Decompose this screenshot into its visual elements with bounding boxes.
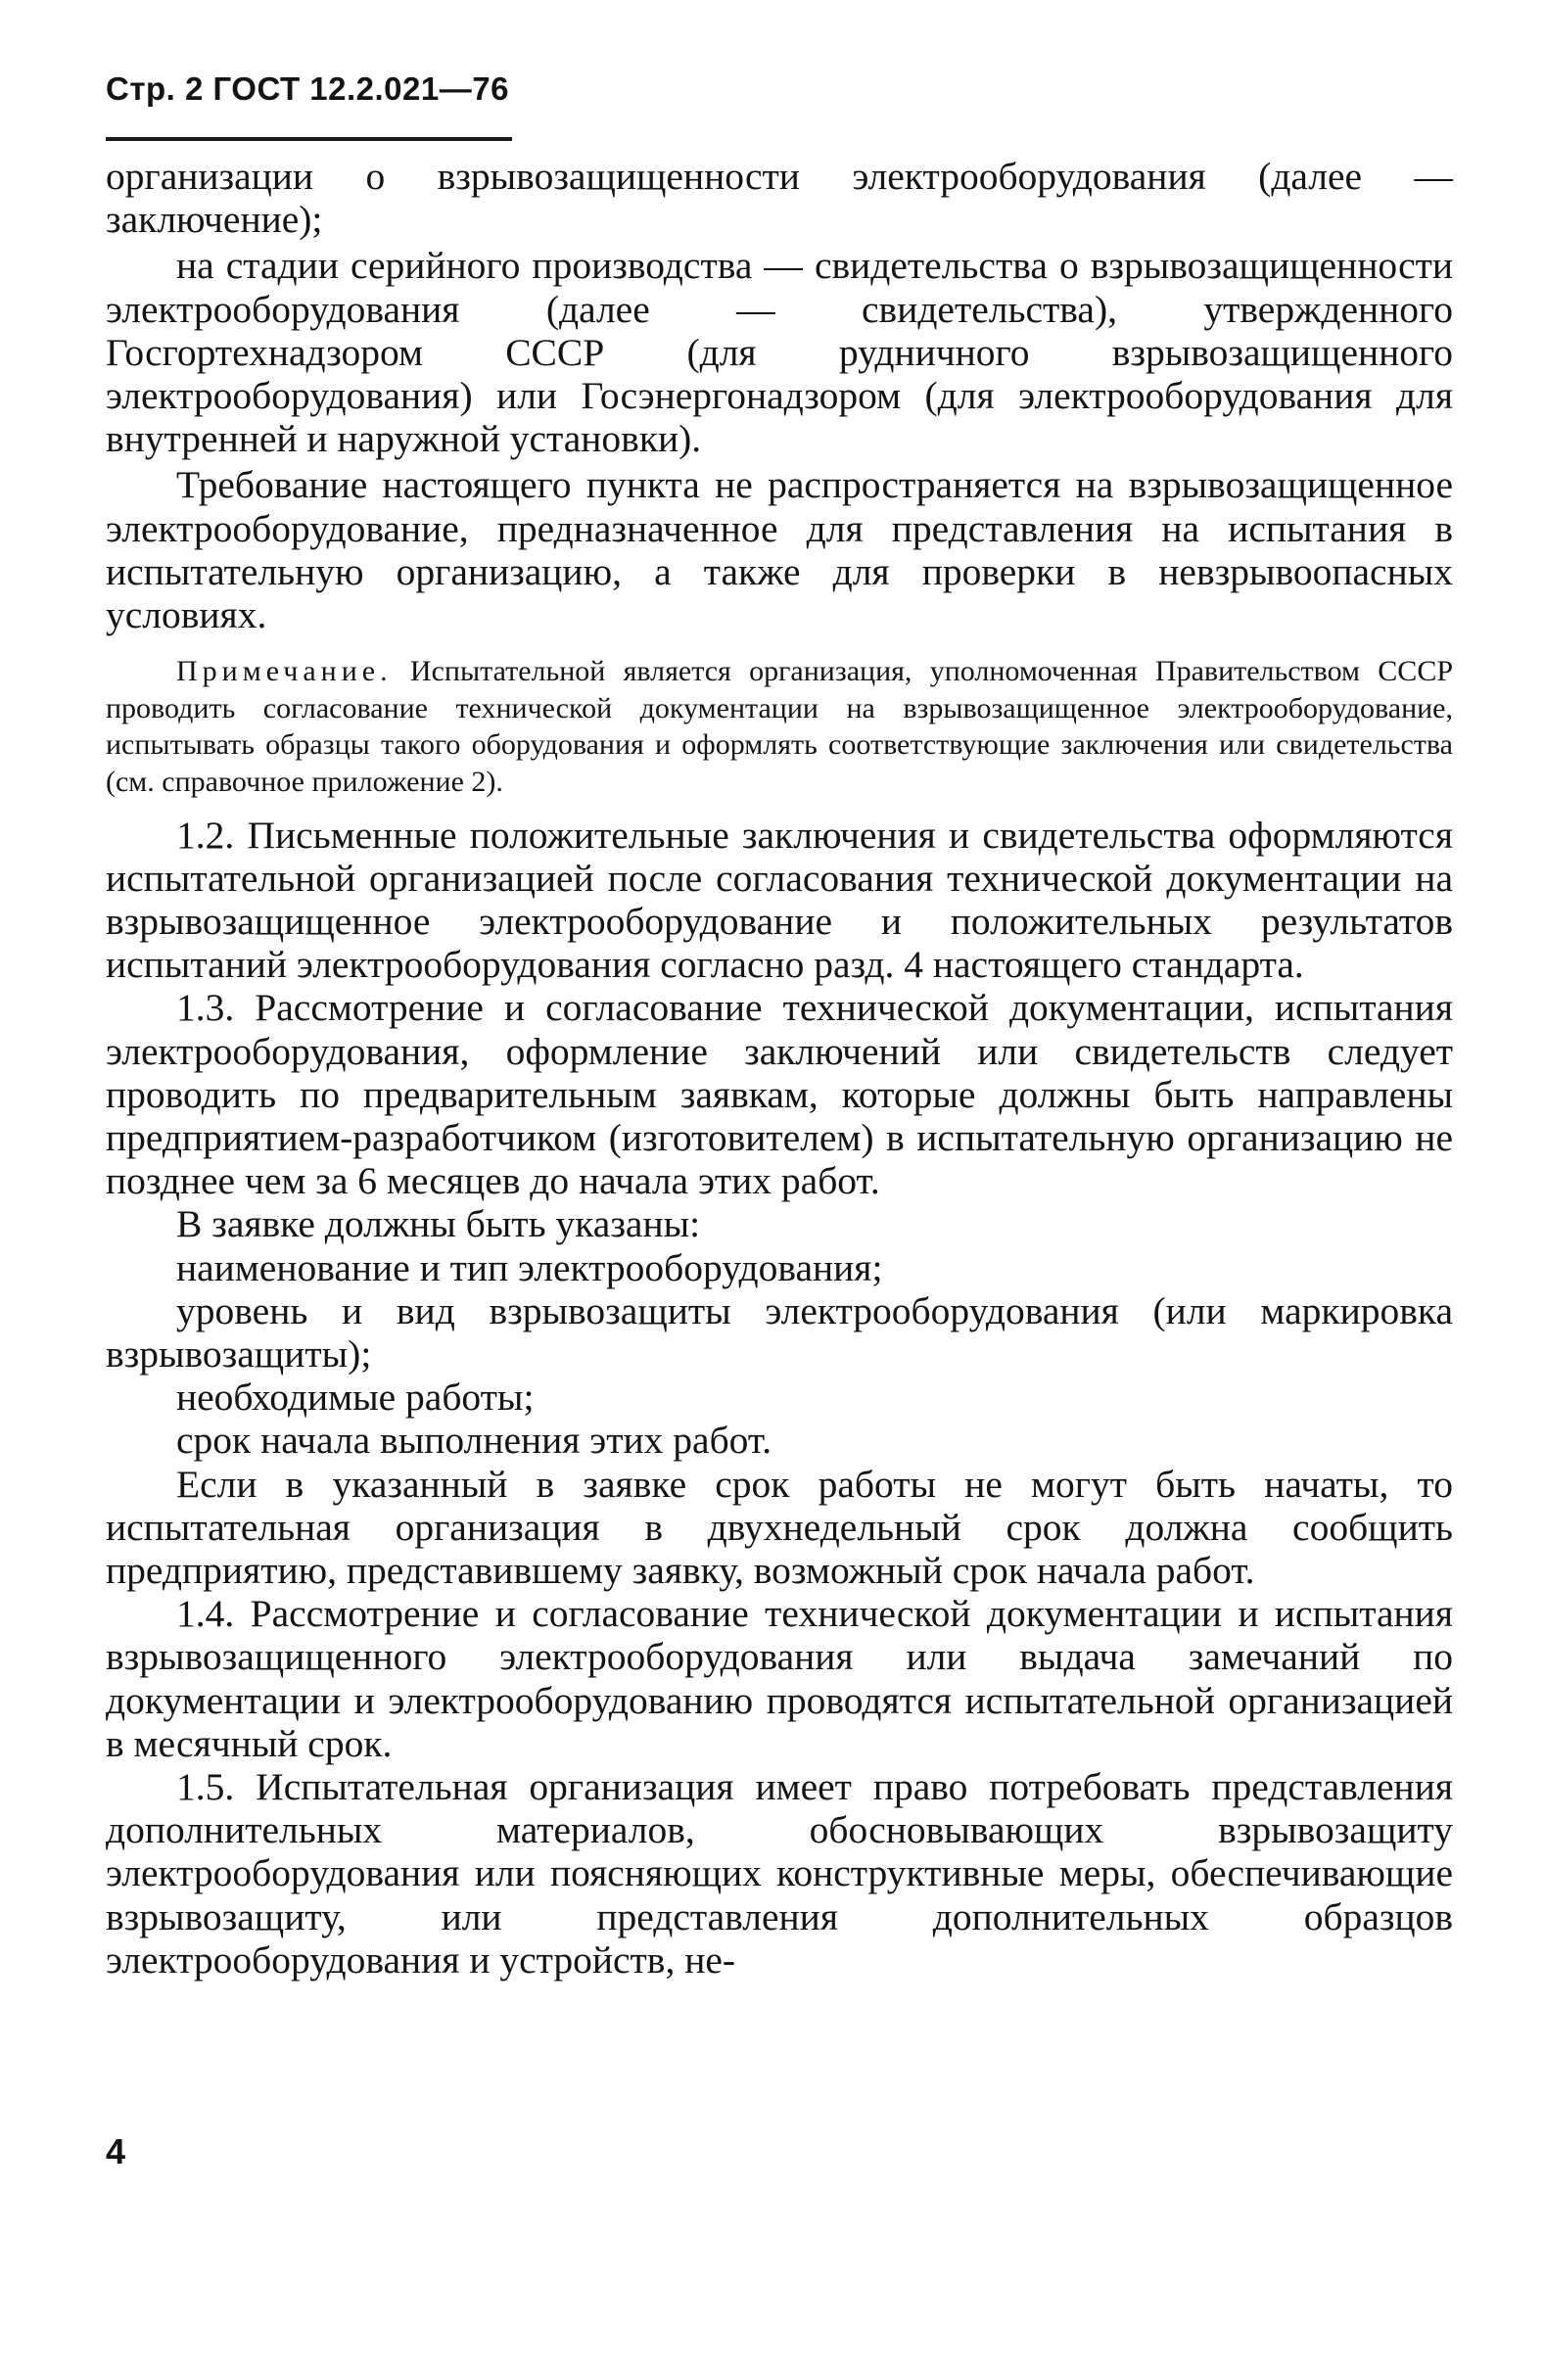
page-header: Стр. 2 ГОСТ 12.2.021—76 <box>106 70 509 107</box>
document-body <box>106 155 1453 1982</box>
list-item: срок начала выполнения этих работ. <box>176 1419 772 1463</box>
paragraph-continuation: организации о взрывозащищенности электрооборудования (далее — заключение); <box>106 155 1453 242</box>
list-item: наименование и тип электрооборудования; <box>176 1245 883 1289</box>
clause-1-3: 1.3. Рассмотрение и согласование технической документации, испытания электрооборудования, оформление заключений или свидетельств следует проводить по предварительным заявкам, которые должны быть направлены предприятием-разработчиком (изготовителем) в испытательную организацию не позднее чем за 6 месяцев до начала этих работ. <box>106 986 1453 1203</box>
paragraph-serial-production: на стадии серийного производства — свидетельства о взрывозащищенности электрооборудования (далее — свидетельства), утвержденного Госгортехнадзором СССР (для рудничного взрывозащищенного электрооборудования) или Госэнергонадзором (для электрооборудования для внутренней и наружной установки). <box>106 244 1453 461</box>
paragraph-requirement-exception: Требование настоящего пункта не распространяется на взрывозащищенное электрооборудование, предназначенное для представления на испытания в испытательную организацию, а также для проверки в невзрывоопасных условиях. <box>106 463 1453 637</box>
paragraph-deadline: Если в указанный в заявке срок работы не могут быть начаты, то испытательная организация в двухнедельный срок должна сообщить предприятию, представившему заявку, возможный срок начала работ. <box>106 1462 1453 1593</box>
header-rule <box>106 137 512 141</box>
note-block <box>106 653 1453 800</box>
page-number: 4 <box>106 2131 126 2171</box>
note-label: Примечание. <box>176 655 393 688</box>
list-intro: В заявке должны быть указаны: <box>176 1202 701 1246</box>
clause-1-2: 1.2. Письменные положительные заключения и свидетельства оформляются испытательной организацией после согласования технической документации на взрывозащищенное электрооборудование и положительных результатов испытаний электрооборудования согласно разд. 4 настоящего стандарта. <box>106 813 1453 987</box>
note-text: Испытательной является организация, уполномоченная Правительством СССР проводить согласование технической документации на взрывозащищенное электрооборудование, испытывать образцы такого оборудования и оформлять соответствующие заключения или свидетельства (см. справочное приложение 2). <box>106 655 1454 799</box>
clause-1-4: 1.4. Рассмотрение и согласование технической документации и испытания взрывозащищенного электрооборудования или выдача замечаний по документации и электрооборудованию проводятся испытательной организацией в месячный срок. <box>106 1592 1453 1765</box>
list-item: уровень и вид взрывозащиты электрооборудования (или маркировка взрывозащиты); <box>106 1288 1453 1377</box>
list-item: необходимые работы; <box>176 1376 535 1420</box>
clause-1-5: 1.5. Испытательная организация имеет право потребовать представления дополнительных материалов, обосновывающих взрывозащиту электрооборудования или поясняющих конструктивные меры, обеспечивающие взрывозащиту, или представления дополнительных образцов электрооборудования и устройств, не- <box>106 1765 1453 1982</box>
